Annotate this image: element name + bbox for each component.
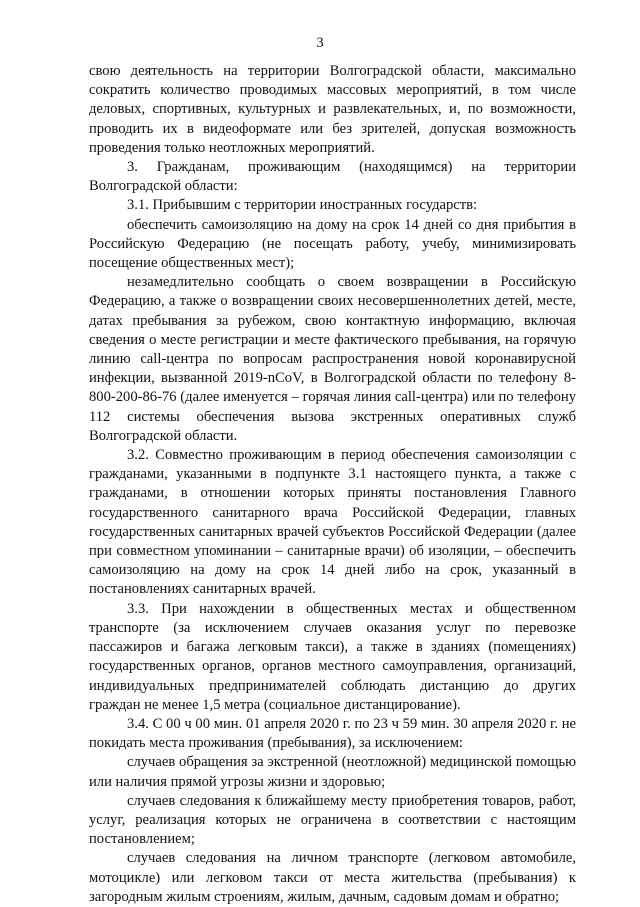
paragraph-section-3: 3. Гражданам, проживающим (находящимся) на территории Волгоградской области: — [89, 159, 576, 195]
paragraph-self-isolation: обеспечить самоизоляцию на дому на срок 14 дней со дня прибытия в Российскую Федерацию (не посещать работу, учебу, минимизировать посещение общественных мест); — [89, 216, 576, 272]
paragraph-continuation: свою деятельность на территории Волгоградской области, максимально сократить количество проводимых массовых мероприятий, в том числе деловых, спортивных, культурных и развлекательных, и, по возможности, проводить их в видеоформате или без зрителей, допуская возможность проведения только неотложных мероприятий. — [89, 63, 576, 156]
paragraph-3-1: 3.1. Прибывшим с территории иностранных государств: — [127, 197, 478, 214]
paragraph-report-return: незамедлительно сообщать о своем возвращении в Российскую Федерацию, а также о возвращении своих несовершеннолетних детей, месте, датах пребывания за рубежом, свою контактную информацию, включая сведения о месте регистрации и месте фактического пребывания, на горячую линию call-центра по вопросам распространения новой коронавирусной инфекции, вызванной 2019-nCoV, в Волгоградской области по телефону 8-800-200-86-76 (далее именуется – горячая линия call-центра) или по телефону 112 системы обеспечения вызова экстренных оперативных служб Волгоградской области. — [89, 274, 576, 444]
paragraph-3-2: 3.2. Совместно проживающим в период обеспечения самоизоляции с гражданами, указанными в подпункте 3.1 настоящего пункта, а также с гражданами, в отношении которых приняты постановления Главного государственного санитарного врача Российской Федерации, главных государственных санитарных врачей субъектов Российской Федерации (далее при совместном упоминании – санитарные врачи) об изоляции, – обеспечить самоизоляцию на дому на срок 14 дней либо на срок, указанный в постановлениях санитарных врачей. — [89, 447, 576, 598]
paragraph-3-3: 3.3. При нахождении в общественных местах и общественном транспорте (за исключением случаев оказания услуг по перевозке пассажиров и багажа легковым такси), а также в зданиях (помещениях) государственных органов, органов местного самоуправления, организаций, индивидуальных предпринимателей соблюдать дистанцию до других граждан не менее 1,5 метра (социальное дистанцирование). — [89, 600, 576, 713]
page-number: 3 — [316, 35, 324, 51]
paragraph-exception-transport: случаев следования на личном транспорте (легковом автомобиле, мотоцикле) или легковом такси от места жительства (пребывания) к загородным жилым строениям, жилым, дачным, садовым домам и обратно; — [89, 850, 576, 905]
paragraph-exception-shopping: случаев следования к ближайшему месту приобретения товаров, работ, услуг, реализация которых не ограничена в соответствии с настоящим постановлением; — [89, 792, 576, 848]
document-body — [89, 62, 576, 907]
paragraph-3-4: 3.4. С 00 ч 00 мин. 01 апреля 2020 г. по 23 ч 59 мин. 30 апреля 2020 г. не покидать места проживания (пребывания), за исключением: — [89, 715, 576, 752]
paragraph-exception-medical: случаев обращения за экстренной (неотложной) медицинской помощью или наличия прямой угрозы жизни и здоровью; — [89, 754, 576, 790]
